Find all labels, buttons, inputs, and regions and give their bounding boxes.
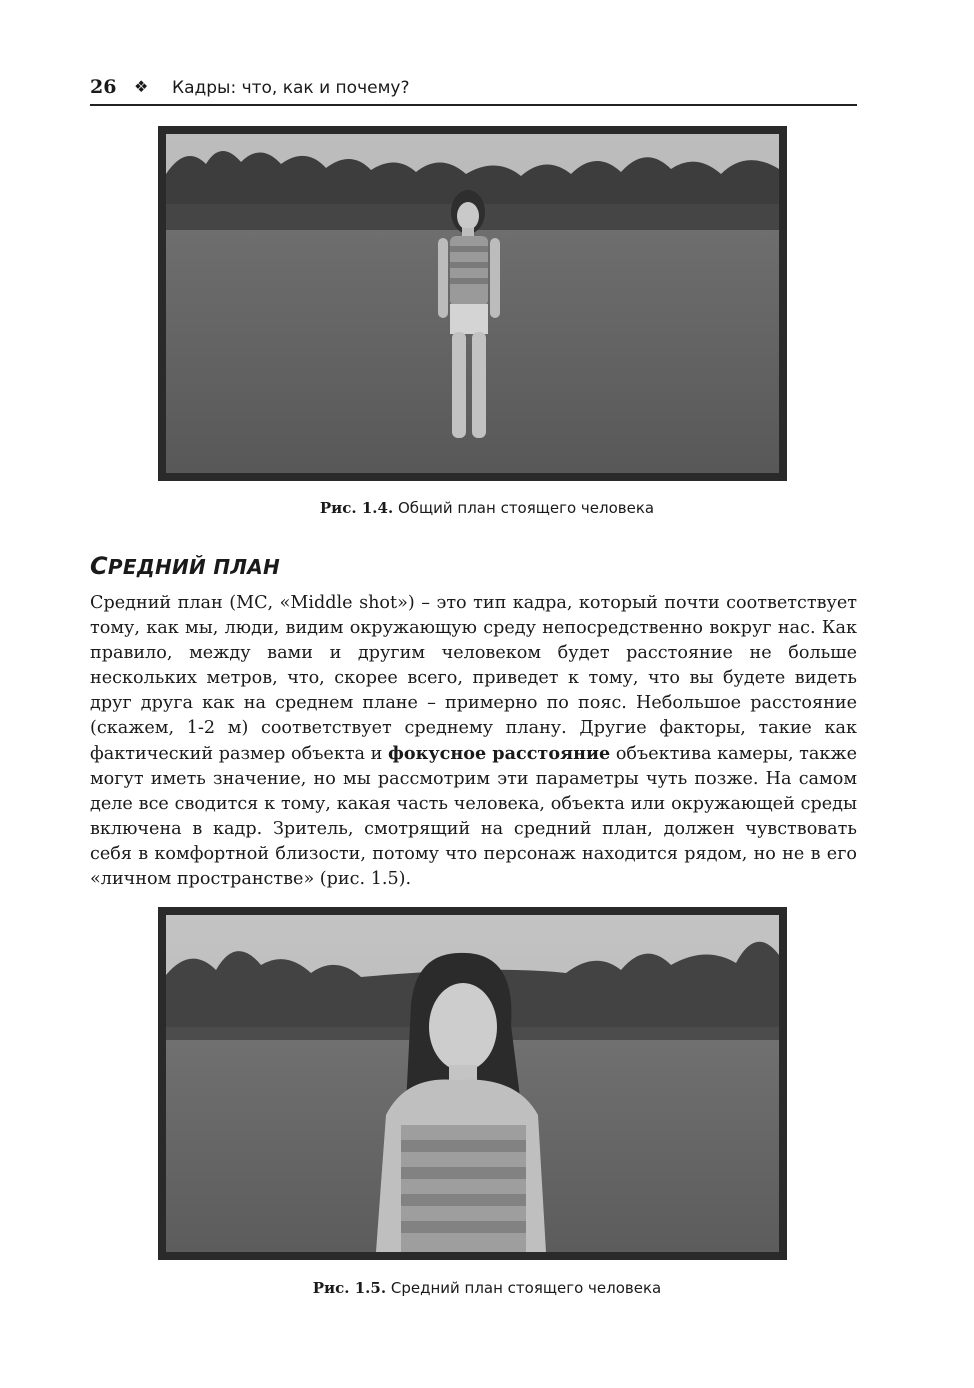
section-title-initial: С	[90, 552, 108, 580]
long-shot-photo	[166, 134, 779, 473]
figure-1-4-caption	[0, 499, 974, 517]
section-title-rest: РЕДНИЙ ПЛАН	[107, 555, 281, 579]
running-header	[90, 76, 857, 106]
caption-number: Рис. 1.4.	[319, 499, 394, 517]
body-paragraph	[90, 591, 857, 892]
medium-shot-photo	[166, 915, 779, 1252]
caption-text: Общий план стоящего человека	[393, 499, 655, 517]
page-number: 26	[90, 76, 117, 98]
ornament-icon: ❖	[134, 77, 149, 96]
figure-1-5-frame	[158, 907, 787, 1260]
long-shot-photo-icon	[166, 134, 779, 473]
caption-number: Рис. 1.5.	[312, 1279, 387, 1297]
caption-text: Средний план стоящего человека	[386, 1279, 662, 1297]
paragraph-part-2: объектива камеры, также могут иметь значение, но мы рассмотрим эти параметры чуть позже. На самом деле все сводится к тому, какая часть человека, объекта или окружающей среды включена в кадр. Зритель, смотрящий на средний план, должен чувствовать себя в комфортной близости, потому что персонаж находится рядом, но не в его «личном пространстве» (рис. 1.5).	[90, 744, 857, 889]
figure-1-4-frame	[158, 126, 787, 481]
paragraph-part-1: Средний план (МС, «Middle shot») – это тип кадра, который почти соответствует тому, как мы, люди, видим окружающую среду непосредственно вокруг нас. Как правило, между вами и другим человеком будет расстояние не больше нескольких метров, что, скорее всего, приведет к тому, что вы будете видеть друг друга как на среднем плане – примерно по пояс. Небольшое расстояние (скажем, 1-2 м) соответствует среднему плану. Другие факторы, такие как фактический размер объекта и	[90, 593, 857, 764]
medium-shot-photo-icon	[166, 915, 779, 1252]
paragraph-bold-term: фокусное расстояние	[388, 743, 611, 764]
section-title	[90, 552, 280, 580]
figure-1-5-caption	[0, 1279, 974, 1297]
running-title: Кадры: что, как и почему?	[172, 78, 410, 98]
